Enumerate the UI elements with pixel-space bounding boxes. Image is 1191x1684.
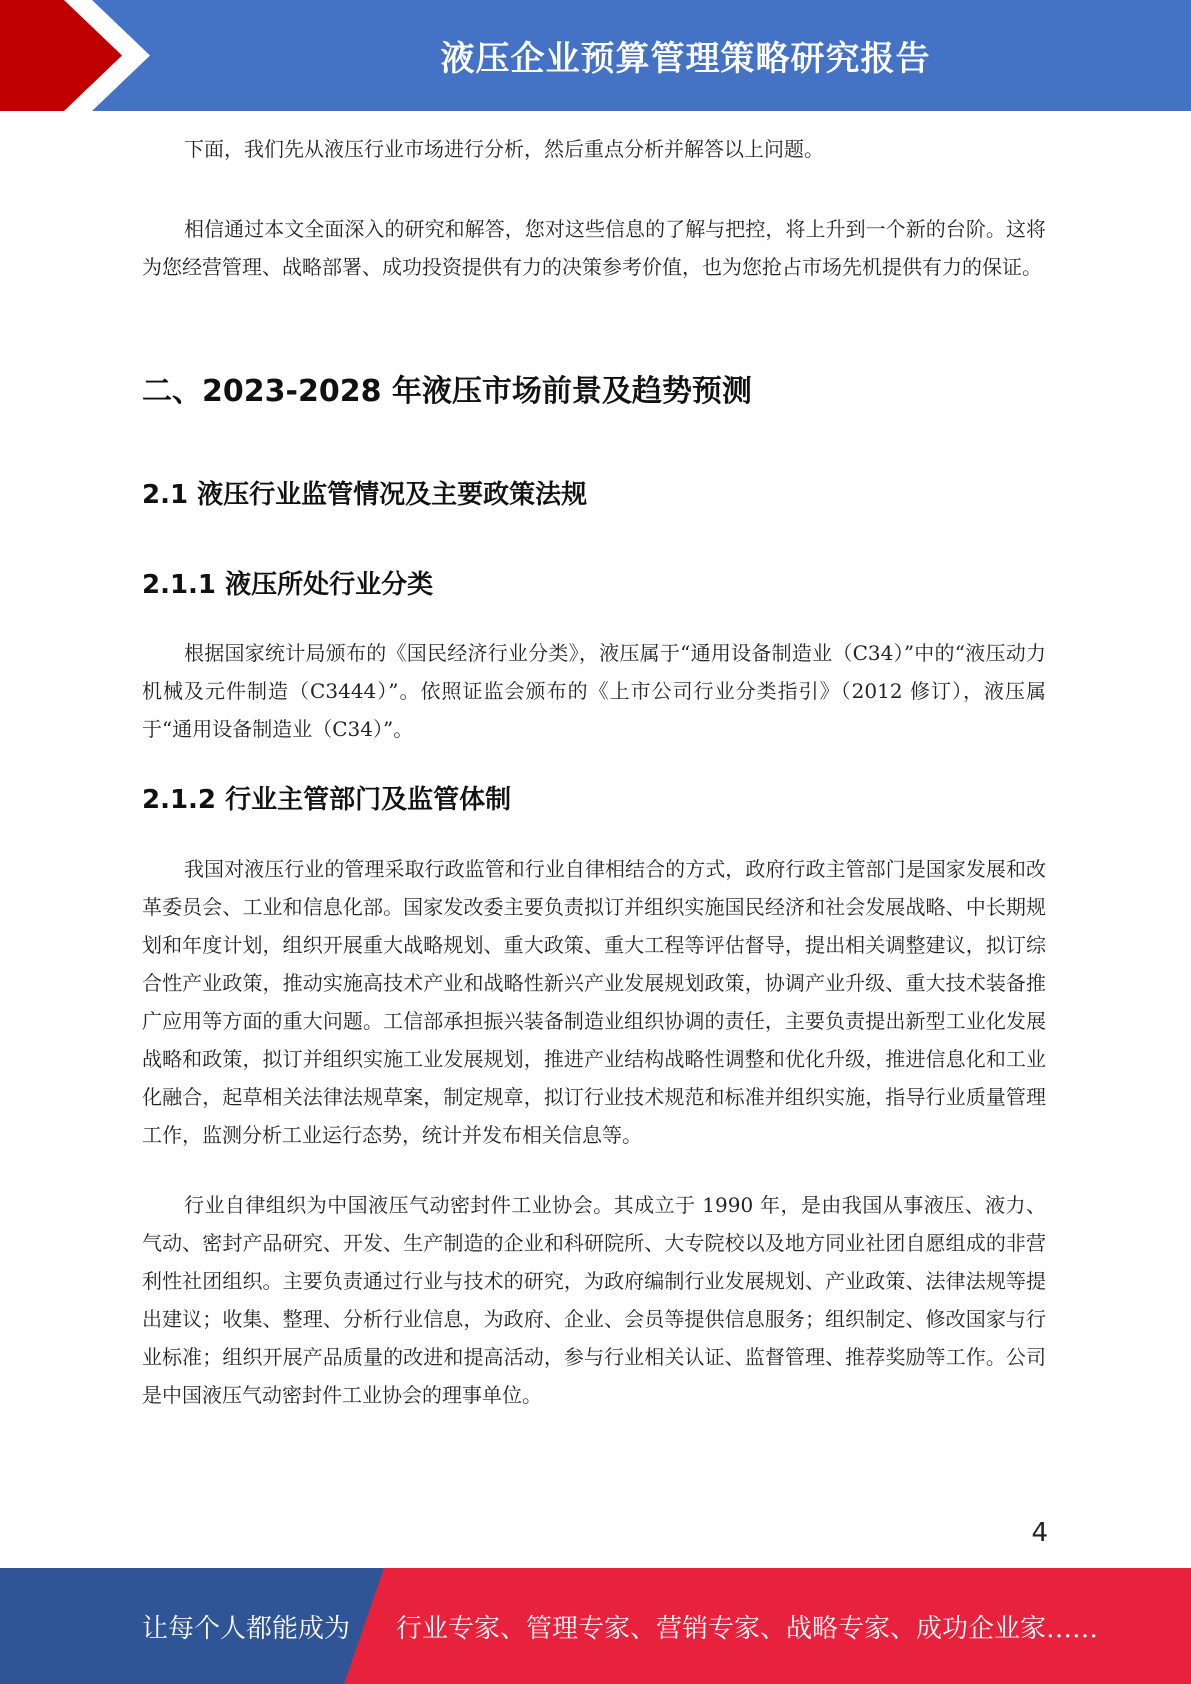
paragraph: 我国对液压行业的管理采取行政监管和行业自律相结合的方式，政府行政主管部门是国家发展和改革委员会、工业和信息化部。国家发改委主要负责拟订并组织实施国民经济和社会发展战略、中长期规划和年度计划，组织开展重大战略规划、重大政策、重大工程等评估督导，提出相关调整建议，拟订综合性产业政策，推动实施高技术产业和战略性新兴产业发展规划政策，协调产业升级、重大技术装备推广应用等方面的重大问题。工信部承担振兴装备制造业组织协调的责任，主要负责提出新型工业化发展战略和政策，拟订并组织实施工业发展规划，推进产业结构战略性调整和优化升级，推进信息化和工业化融合，起草相关法律法规草案，制定规章，拟订行业技术规范和标准并组织实施，指导行业质量管理工作，监测分析工业运行态势，统计并发布相关信息等。 [142, 857, 1046, 1147]
header-chevron-icon [0, 0, 180, 111]
subsubsection-heading: 2.1.2 行业主管部门及监管体制 [142, 785, 512, 815]
page-footer [0, 1568, 1191, 1684]
paragraph-regulation [142, 850, 1046, 1154]
paragraph: 下面，我们先从液压行业市场进行分析，然后重点分析并解答以上问题。 [184, 137, 824, 161]
paragraph-classification [142, 634, 1046, 748]
paragraph-confidence [142, 210, 1046, 286]
subsubsection-heading: 2.1.1 液压所处行业分类 [142, 570, 434, 600]
section-heading: 二、2023-2028 年液压市场前景及趋势预测 [142, 374, 752, 409]
paragraph: 行业自律组织为中国液压气动密封件工业协会。其成立于 1990 年，是由我国从事液压、液力、气动、密封产品研究、开发、生产制造的企业和科研院所、大专院校以及地方同业社团自愿组成的非营利性社团组织。主要负责通过行业与技术的研究，为政府编制行业发展规划、产业政策、法律法规等提出建议；收集、整理、分析行业信息，为政府、企业、会员等提供信息服务；组织制定、修改国家与行业标准；组织开展产品质量的改进和提高活动，参与行业相关认证、监督管理、推荐奖励等工作。公司是中国液压气动密封件工业协会的理事单位。 [142, 1193, 1046, 1407]
footer-slogan-left: 让每个人都能成为 [142, 1613, 351, 1644]
page-number: 4 [1031, 1518, 1048, 1548]
footer-slogan-right: 行业专家、管理专家、营销专家、战略专家、成功企业家…… [396, 1613, 1099, 1644]
header-title: 液压企业预算管理策略研究报告 [440, 39, 931, 79]
page-header [0, 0, 1191, 111]
subsection-heading: 2.1 液压行业监管情况及主要政策法规 [142, 480, 588, 510]
paragraph-association [142, 1186, 1046, 1414]
paragraph: 相信通过本文全面深入的研究和解答，您对这些信息的了解与把控，将上升到一个新的台阶。这将为您经营管理、战略部署、成功投资提供有力的决策参考价值，也为您抢占市场先机提供有力的保证。 [142, 217, 1046, 279]
paragraph-intro [142, 130, 1046, 168]
paragraph: 根据国家统计局颁布的《国民经济行业分类》，液压属于“通用设备制造业（C34）”中的“液压动力机械及元件制造（C3444）”。依照证监会颁布的《上市公司行业分类指引》（2012 修订），液压属于“通用设备制造业（C34）”。 [142, 641, 1046, 741]
